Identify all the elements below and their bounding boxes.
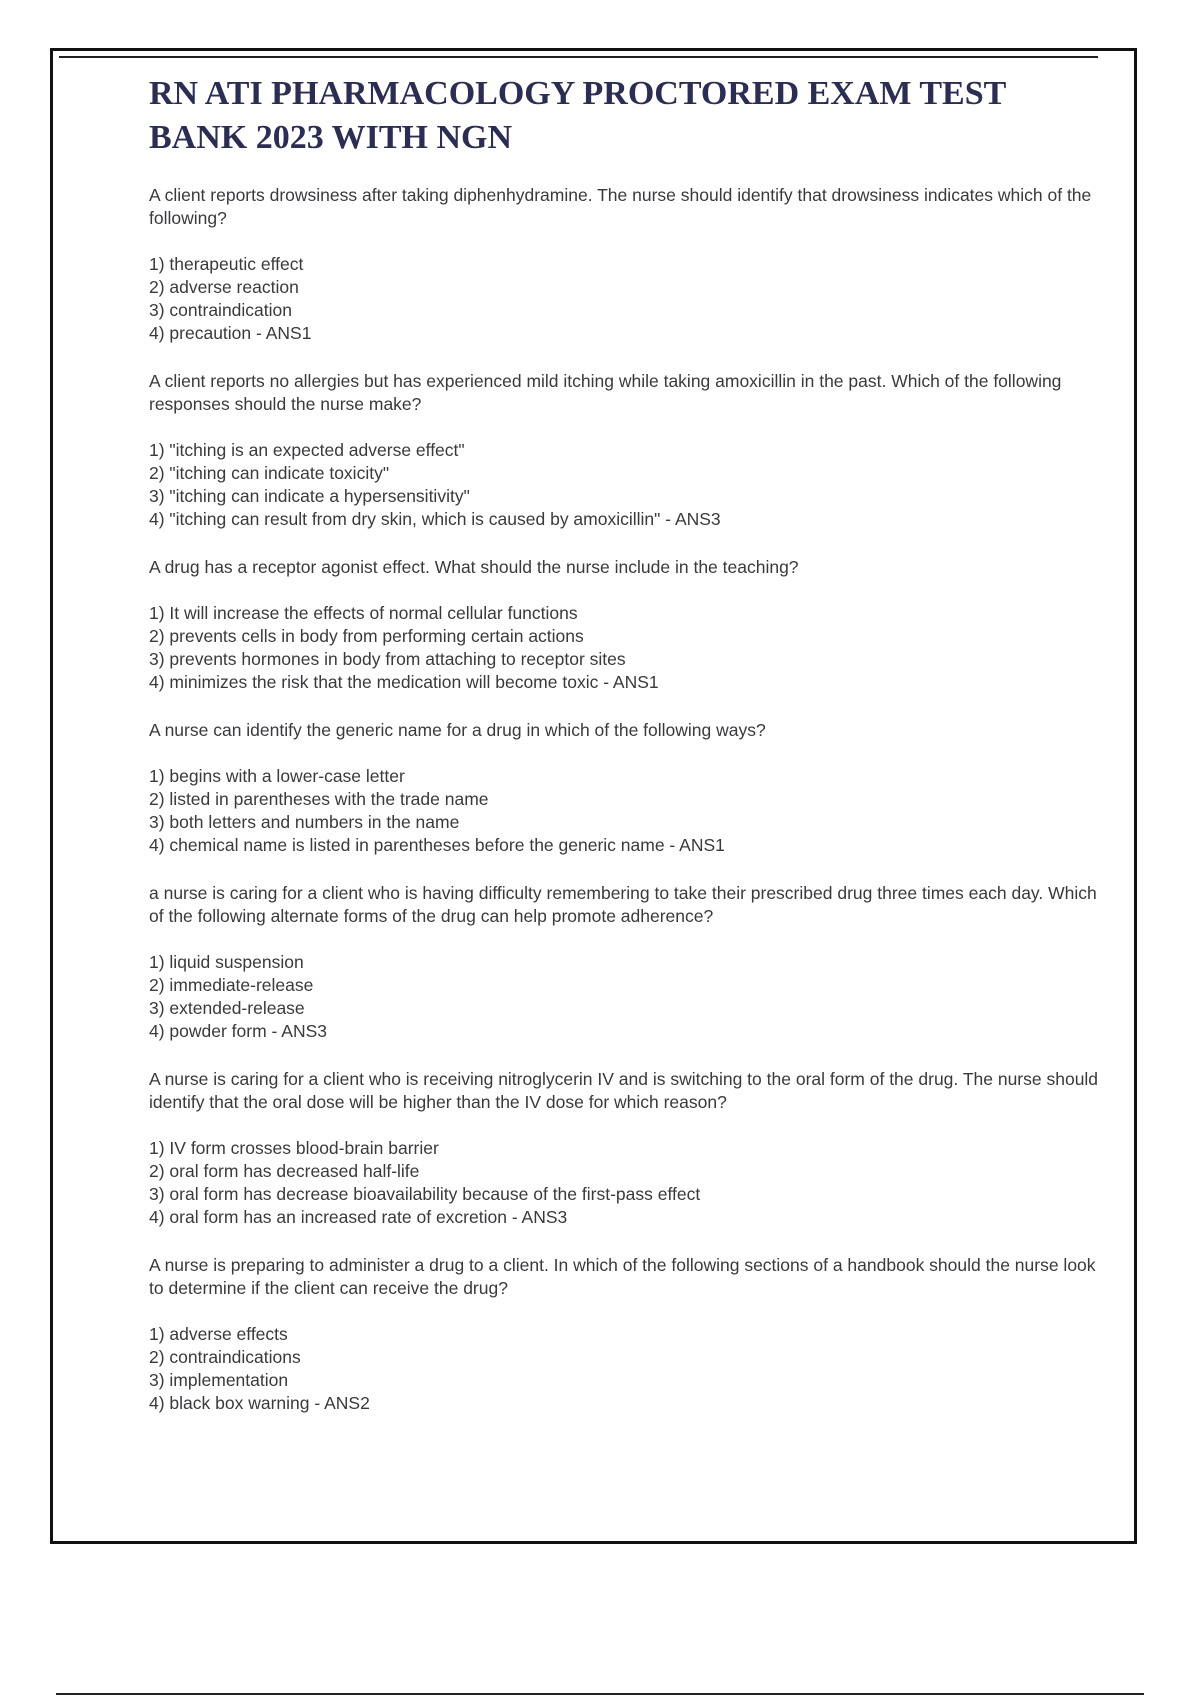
answer-options [149,765,1099,857]
answer-options [149,253,1099,345]
answer-option: 4) precaution - ANS1 [149,323,312,343]
answer-option: 4) minimizes the risk that the medication will become toxic - ANS1 [149,672,659,692]
question-text: A client reports no allergies but has experienced mild itching while taking amoxicillin in the past. Which of the following responses should the nurse make? [149,371,1062,414]
answer-options [149,439,1099,531]
answer-option: 3) prevents hormones in body from attaching to receptor sites [149,649,626,669]
question-2 [149,370,1099,531]
answer-option: 2) oral form has decreased half-life [149,1161,420,1181]
answer-options [149,951,1099,1043]
answer-option: 1) therapeutic effect [149,254,304,274]
answer-options [149,1323,1099,1415]
document-content [149,72,1099,1440]
answer-option: 1) adverse effects [149,1324,288,1344]
answer-option: 1) It will increase the effects of normal cellular functions [149,603,578,623]
answer-option: 2) listed in parentheses with the trade name [149,789,489,809]
question-text: A nurse is preparing to administer a drug to a client. In which of the following sections of a handbook should the nurse look to determine if the client can receive the drug? [149,1255,1096,1298]
question-text: A nurse can identify the generic name for a drug in which of the following ways? [149,720,766,740]
answer-option: 3) implementation [149,1370,289,1390]
answer-option: 2) immediate-release [149,975,314,995]
answer-option: 2) contraindications [149,1347,301,1367]
answer-option: 1) IV form crosses blood-brain barrier [149,1138,439,1158]
document-title: RN ATI PHARMACOLOGY PROCTORED EXAM TEST BANK 2023 WITH NGN [149,75,1006,156]
answer-option: 1) "itching is an expected adverse effect" [149,440,465,460]
answer-option: 2) "itching can indicate toxicity" [149,463,390,483]
question-text: A client reports drowsiness after taking diphenhydramine. The nurse should identify that drowsiness indicates which of the following? [149,185,1092,228]
bottom-rule [56,1693,1144,1695]
answer-option: 3) contraindication [149,300,292,320]
answer-option: 1) liquid suspension [149,952,304,972]
answer-option: 4) black box warning - ANS2 [149,1393,370,1413]
question-text: A nurse is caring for a client who is receiving nitroglycerin IV and is switching to the oral form of the drug. The nurse should identify that the oral dose will be higher than the IV dose for which reason? [149,1069,1099,1112]
page-frame [50,48,1137,1544]
answer-options [149,602,1099,694]
question-5 [149,882,1099,1043]
answer-option: 4) powder form - ANS3 [149,1021,327,1041]
answer-options [149,1137,1099,1229]
answer-option: 2) prevents cells in body from performing certain actions [149,626,584,646]
answer-option: 1) begins with a lower-case letter [149,766,405,786]
answer-option: 3) oral form has decrease bioavailability because of the first-pass effect [149,1184,701,1204]
answer-option: 4) chemical name is listed in parentheses before the generic name - ANS1 [149,835,725,855]
answer-option: 3) both letters and numbers in the name [149,812,460,832]
top-rule [59,56,1098,58]
question-7 [149,1254,1099,1415]
question-text: A drug has a receptor agonist effect. What should the nurse include in the teaching? [149,557,799,577]
question-1 [149,184,1099,345]
answer-option: 2) adverse reaction [149,277,299,297]
answer-option: 4) "itching can result from dry skin, which is caused by amoxicillin" - ANS3 [149,509,721,529]
question-3 [149,556,1099,694]
answer-option: 3) "itching can indicate a hypersensitivity" [149,486,470,506]
question-4 [149,719,1099,857]
answer-option: 4) oral form has an increased rate of excretion - ANS3 [149,1207,568,1227]
question-text: a nurse is caring for a client who is having difficulty remembering to take their prescribed drug three times each day. Which of the following alternate forms of the drug can help promote adherence? [149,883,1097,926]
answer-option: 3) extended-release [149,998,305,1018]
question-6 [149,1068,1099,1229]
